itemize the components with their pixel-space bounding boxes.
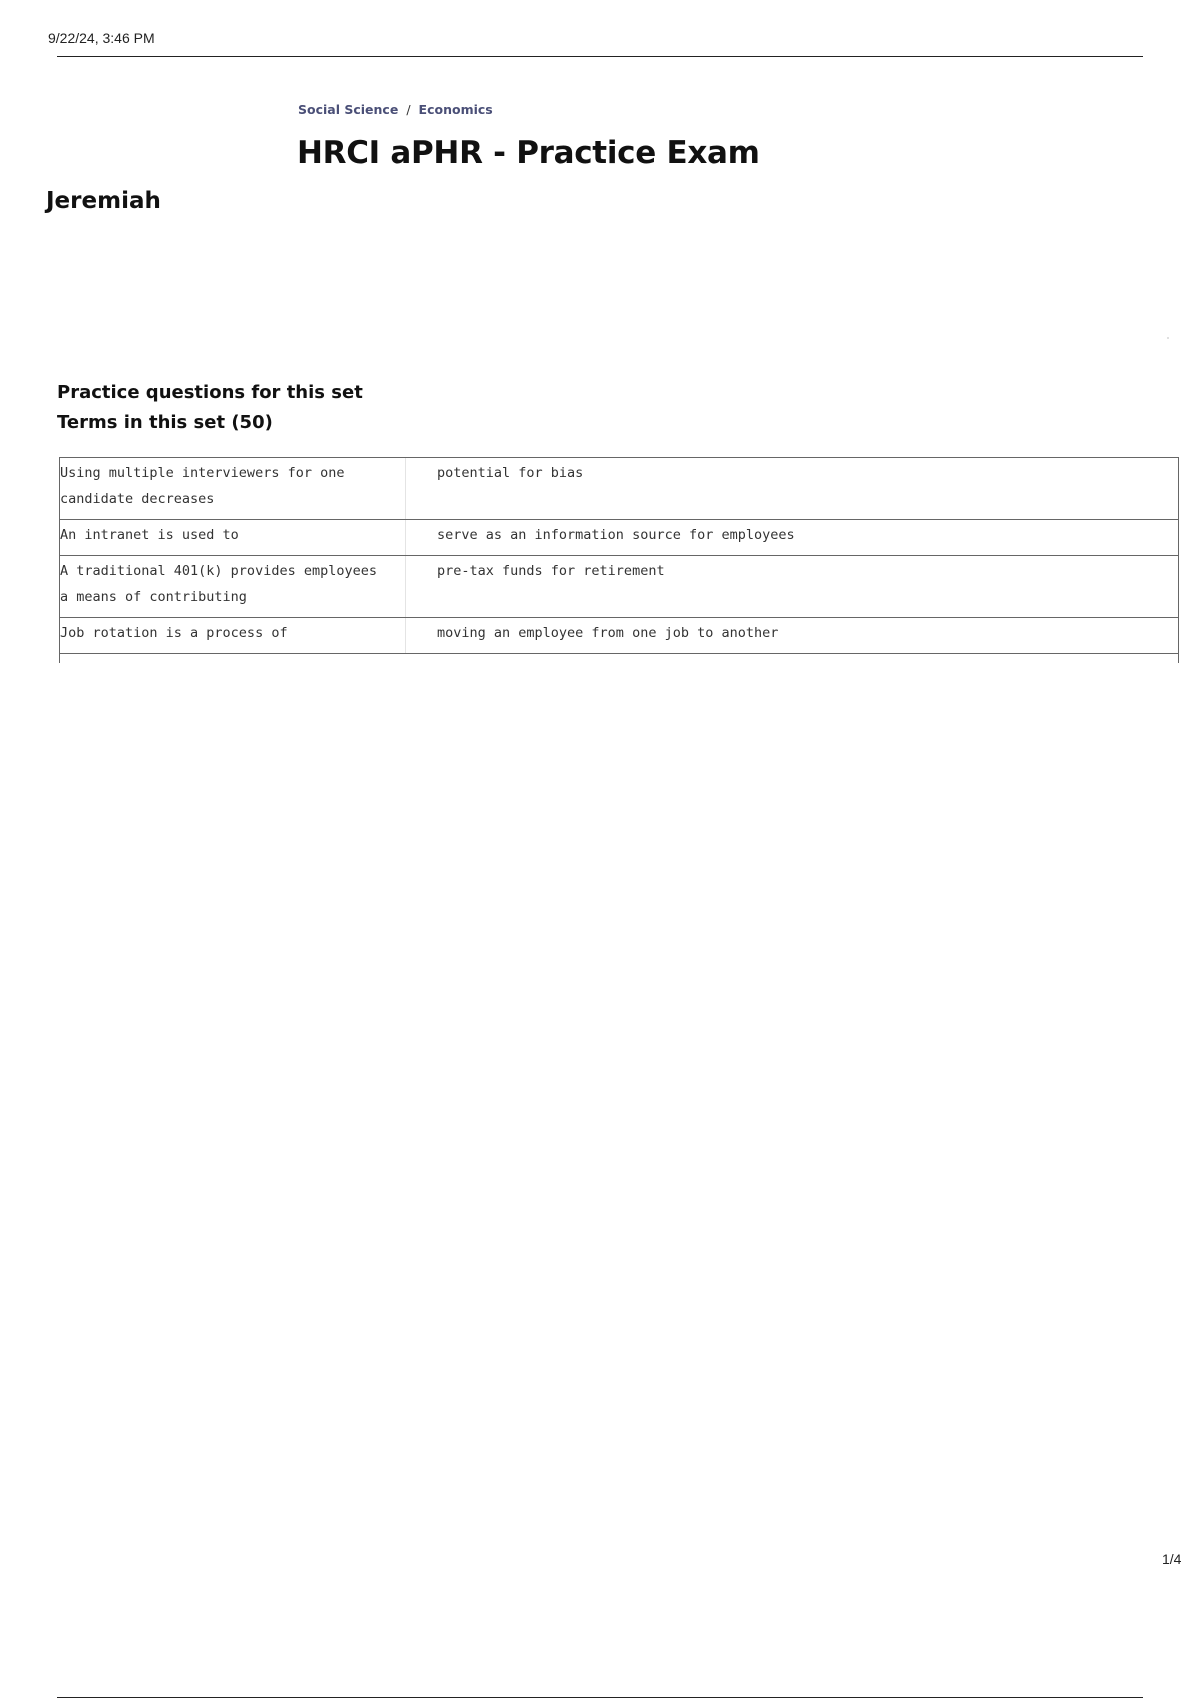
definition-cell: potential for bias xyxy=(437,465,584,481)
definition-cell: serve as an information source for employees xyxy=(437,527,795,543)
practice-questions-heading: Practice questions for this set xyxy=(57,382,363,403)
table-row xyxy=(60,618,1178,654)
terms-count-heading: Terms in this set (50) xyxy=(57,412,273,433)
term-cell: An intranet is used to xyxy=(60,520,406,555)
table-row xyxy=(60,520,1178,556)
page-number: 1/4 xyxy=(1162,1551,1182,1567)
term-cell: A traditional 401(k) provides employees a means of contributing xyxy=(60,556,406,617)
header-divider xyxy=(57,56,1143,57)
footer-divider xyxy=(57,1697,1143,1698)
table-row xyxy=(60,458,1178,520)
author-name[interactable]: Jeremiah xyxy=(46,188,161,214)
definition-cell: pre-tax funds for retirement xyxy=(437,563,665,579)
term-cell: Using multiple interviewers for one candidate decreases xyxy=(60,458,406,519)
page-title: HRCI aPHR - Practice Exam xyxy=(297,135,760,171)
term-cell: Job rotation is a process of xyxy=(60,618,406,653)
definition-cell: moving an employee from one job to another xyxy=(437,625,779,641)
image-speck xyxy=(1167,337,1169,339)
breadcrumb-separator: / xyxy=(406,102,411,117)
print-timestamp: 9/22/24, 3:46 PM xyxy=(48,30,155,46)
breadcrumb-item-economics[interactable]: Economics xyxy=(418,102,493,117)
breadcrumb-item-social-science[interactable]: Social Science xyxy=(298,102,399,117)
breadcrumb xyxy=(298,102,493,117)
table-row xyxy=(60,556,1178,618)
terms-table xyxy=(59,457,1179,663)
